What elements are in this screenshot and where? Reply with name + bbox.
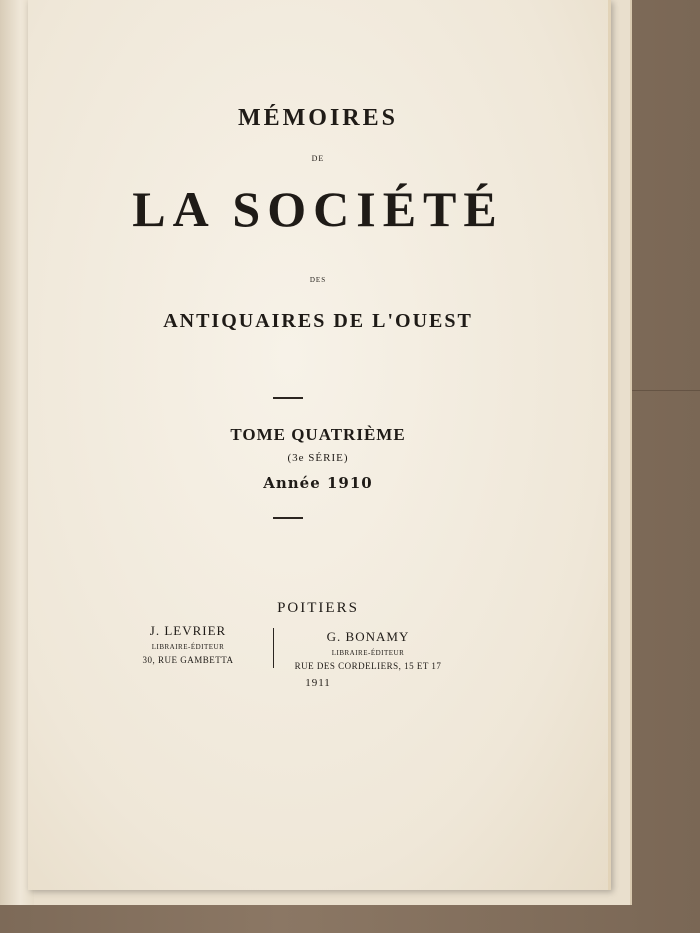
publisher-divider xyxy=(273,628,274,668)
series-label: (3e SÉRIE) xyxy=(287,452,349,464)
ornament-rule xyxy=(273,397,303,399)
publisher-left xyxy=(118,623,258,665)
publisher-right xyxy=(278,629,458,671)
title-line-des: DES xyxy=(309,276,327,284)
publisher-right-role: LIBRAIRE-ÉDITEUR xyxy=(331,649,405,657)
publisher-left-role: LIBRAIRE-ÉDITEUR xyxy=(151,643,225,651)
ornament-rule xyxy=(273,517,303,519)
title-page xyxy=(28,0,611,890)
publisher-left-address: 30, RUE GAMBETTA xyxy=(142,655,234,665)
volume-label: TOME QUATRIÈME xyxy=(230,425,406,444)
year-label: Année 1910 xyxy=(263,474,373,492)
title-line-antiquaires: ANTIQUAIRES DE L'OUEST xyxy=(163,310,473,332)
publication-year: 1911 xyxy=(305,677,331,689)
title-line-memoires: MÉMOIRES xyxy=(237,105,398,131)
publisher-right-address: RUE DES CORDELIERS, 15 ET 17 xyxy=(294,661,442,671)
publisher-right-name: G. BONAMY xyxy=(326,629,410,644)
publisher-left-name: J. LEVRIER xyxy=(149,623,227,638)
title-line-de: DE xyxy=(311,154,325,163)
city-label: POITIERS xyxy=(277,600,359,616)
title-line-societe: LA SOCIÉTÉ xyxy=(132,181,504,237)
